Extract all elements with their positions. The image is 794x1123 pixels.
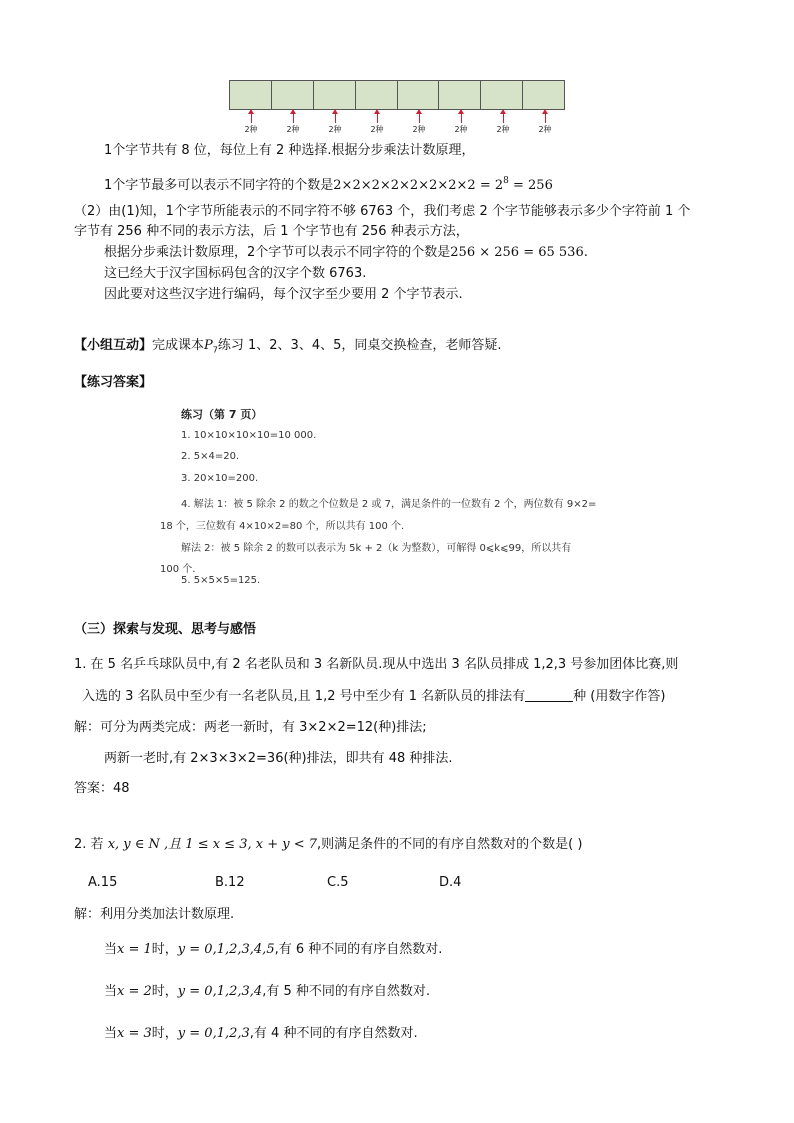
- bit-arrow-label: 2种: [244, 125, 258, 134]
- para1-line2-math: 2×2×2×2×2×2×2×2 = 2: [333, 178, 504, 193]
- bit-cell: [314, 81, 356, 109]
- exercise-line: 1. 10×10×10×10=10 000.: [181, 430, 317, 441]
- arrow-up-icon: [461, 113, 462, 123]
- arrow-up-icon: [335, 113, 336, 123]
- bit-arrow: [320, 113, 350, 135]
- bit-cell: [398, 81, 440, 109]
- bit-arrow: [404, 113, 434, 135]
- para2-line5: 因此要对这些汉字进行编码，每个汉字至少要用 2 个字节表示.: [104, 287, 463, 302]
- exercise-title: 练习（第 7 页）: [181, 408, 263, 421]
- case-text: 当: [104, 942, 118, 957]
- arrow-up-icon: [377, 113, 378, 123]
- para1-exponent: 8: [503, 176, 509, 186]
- exercise-line: 18 个，三位数有 4×10×2=80 个，所以共有 100 个.: [160, 521, 405, 532]
- case-x: x = 2: [117, 984, 152, 999]
- q2-option-b: B.12: [215, 875, 245, 890]
- bit-arrow-label: 2种: [328, 125, 342, 134]
- para1-line1: 1个字节共有 8 位，每位上有 2 种选择.根据分步乘法计数原理，: [104, 143, 475, 158]
- q1-solution-1: 解：可分为两类完成：两老一新时，有 3×2×2=12(种)排法;: [74, 720, 427, 735]
- arrow-up-icon: [503, 113, 504, 123]
- case-text: ,有 6 种不同的有序自然数对.: [274, 942, 443, 957]
- page-subscript: 7: [212, 345, 218, 355]
- bit-arrow: [446, 113, 476, 135]
- q2-text: 2. 若: [74, 837, 104, 852]
- exercise-line: 100 个.: [160, 564, 196, 575]
- q2-case-2: [104, 983, 430, 1001]
- para2-line4: 这已经大于汉字国标码包含的汉字个数 6763.: [104, 266, 367, 281]
- q1-line2: [82, 688, 665, 706]
- q2-condition: x, y ∈ N ,且 1 ≤ x ≤ 3, x + y < 7: [107, 837, 318, 852]
- answer-blank: [525, 689, 573, 702]
- q1-solution-2: 两新一老时,有 2×3×3×2=36(种)排法，即共有 48 种排法.: [104, 751, 453, 766]
- para2-line3-text: 根据分步乘法计数原理，2个字节可以表示不同字符的个数是: [104, 245, 451, 260]
- q1-line2-text: 入选的 3 名队员中至少有一名老队员,且 1,2 号中至少有 1 名新队员的排法有: [82, 689, 526, 704]
- bit-cell: [356, 81, 398, 109]
- bit-cell: [439, 81, 481, 109]
- case-text: ,有 4 种不同的有序自然数对.: [249, 1026, 418, 1041]
- para1-line2: [104, 172, 553, 195]
- bit-arrow: [278, 113, 308, 135]
- q2-case-1: [104, 941, 442, 959]
- exercise-line: 5. 5×5×5=125.: [181, 575, 261, 586]
- exercise-line: 4. 解法 1：被 5 除余 2 的数之个位数是 2 或 7，满足条件的一位数有 2 个，两位数有 9×2=: [181, 499, 597, 510]
- q2-solution-intro: 解：利用分类加法计数原理.: [74, 907, 235, 922]
- q2-case-3: [104, 1025, 418, 1043]
- para2-line3: [104, 244, 588, 262]
- arrow-up-icon: [419, 113, 420, 123]
- bit-arrow-label: 2种: [454, 125, 468, 134]
- bit-cell: [272, 81, 314, 109]
- para1-line2-result: = 256: [508, 178, 553, 193]
- group-activity-text-b: 练习 1、2、3、4、5，同桌交换检查，老师答疑.: [217, 338, 502, 353]
- bit-arrow-label: 2种: [496, 125, 510, 134]
- case-x: x = 1: [117, 942, 152, 957]
- case-y: y = 0,1,2,3: [177, 1026, 250, 1041]
- q1-line1: 1. 在 5 名乒乓球队员中,有 2 名老队员和 3 名新队员.现从中选出 3 名队员排成 1,2,3 号参加团体比赛,则: [74, 657, 679, 672]
- case-text: 当: [104, 984, 118, 999]
- exercise-answer-image: [160, 403, 636, 586]
- case-y: y = 0,1,2,3,4: [177, 984, 263, 999]
- exercise-line: 解法 2：被 5 除余 2 的数可以表示为 5k + 2（k 为整数），可解得 0⩽k⩽99，所以共有: [181, 543, 572, 554]
- para1-line2-text: 1个字节最多可以表示不同字符的个数是: [104, 178, 334, 193]
- section-heading: （三）探索与发现、思考与感悟: [74, 622, 257, 637]
- case-text: ,有 5 种不同的有序自然数对.: [262, 984, 430, 999]
- group-activity-tag: 【小组互动】: [74, 338, 153, 353]
- bit-arrow-label: 2种: [370, 125, 384, 134]
- case-text: 时，: [151, 1026, 178, 1041]
- bit-cell: [481, 81, 523, 109]
- bit-cell: [230, 81, 272, 109]
- case-text: 时，: [151, 984, 178, 999]
- q2-option-a: A.15: [88, 875, 118, 890]
- case-y: y = 0,1,2,3,4,5: [177, 942, 275, 957]
- case-x: x = 3: [117, 1026, 152, 1041]
- q2-option-d: D.4: [439, 875, 462, 890]
- group-activity: [74, 337, 502, 360]
- case-text: 时，: [151, 942, 178, 957]
- bit-arrow-label: 2种: [286, 125, 300, 134]
- bit-arrow: [236, 113, 266, 135]
- q2-text-tail: ,则满足条件的不同的有序自然数对的个数是( ): [317, 837, 583, 852]
- bit-arrow-label: 2种: [412, 125, 426, 134]
- arrow-up-icon: [545, 113, 546, 123]
- bit-arrow-label: 2种: [538, 125, 552, 134]
- bit-arrow: [488, 113, 518, 135]
- para2-line1: （2）由(1)知，1个字节所能表示的不同字符不够 6763 个，我们考虑 2 个字节能够表示多少个字符前 1 个: [74, 204, 691, 219]
- group-activity-text-a: 完成课本: [152, 338, 205, 353]
- para2-line2: 字节有 256 种不同的表示方法，后 1 个字节也有 256 种表示方法，: [74, 224, 469, 239]
- byte-diagram: [229, 80, 565, 110]
- answer-heading: 【练习答案】: [74, 375, 153, 390]
- q2-line1: [74, 836, 582, 854]
- bit-cell: [523, 81, 564, 109]
- bit-arrow: [530, 113, 560, 135]
- page-variable: P: [204, 338, 213, 353]
- q1-answer: 答案：48: [74, 781, 130, 796]
- arrow-up-icon: [293, 113, 294, 123]
- case-text: 当: [104, 1026, 118, 1041]
- para2-line3-math: 256 × 256 = 65 536.: [450, 245, 588, 260]
- exercise-line: 2. 5×4=20.: [181, 451, 240, 462]
- bit-arrow: [362, 113, 392, 135]
- arrow-up-icon: [251, 113, 252, 123]
- exercise-line: 3. 20×10=200.: [181, 473, 259, 484]
- q2-option-c: C.5: [327, 875, 349, 890]
- q1-line2-tail: 种 (用数字作答): [573, 689, 666, 704]
